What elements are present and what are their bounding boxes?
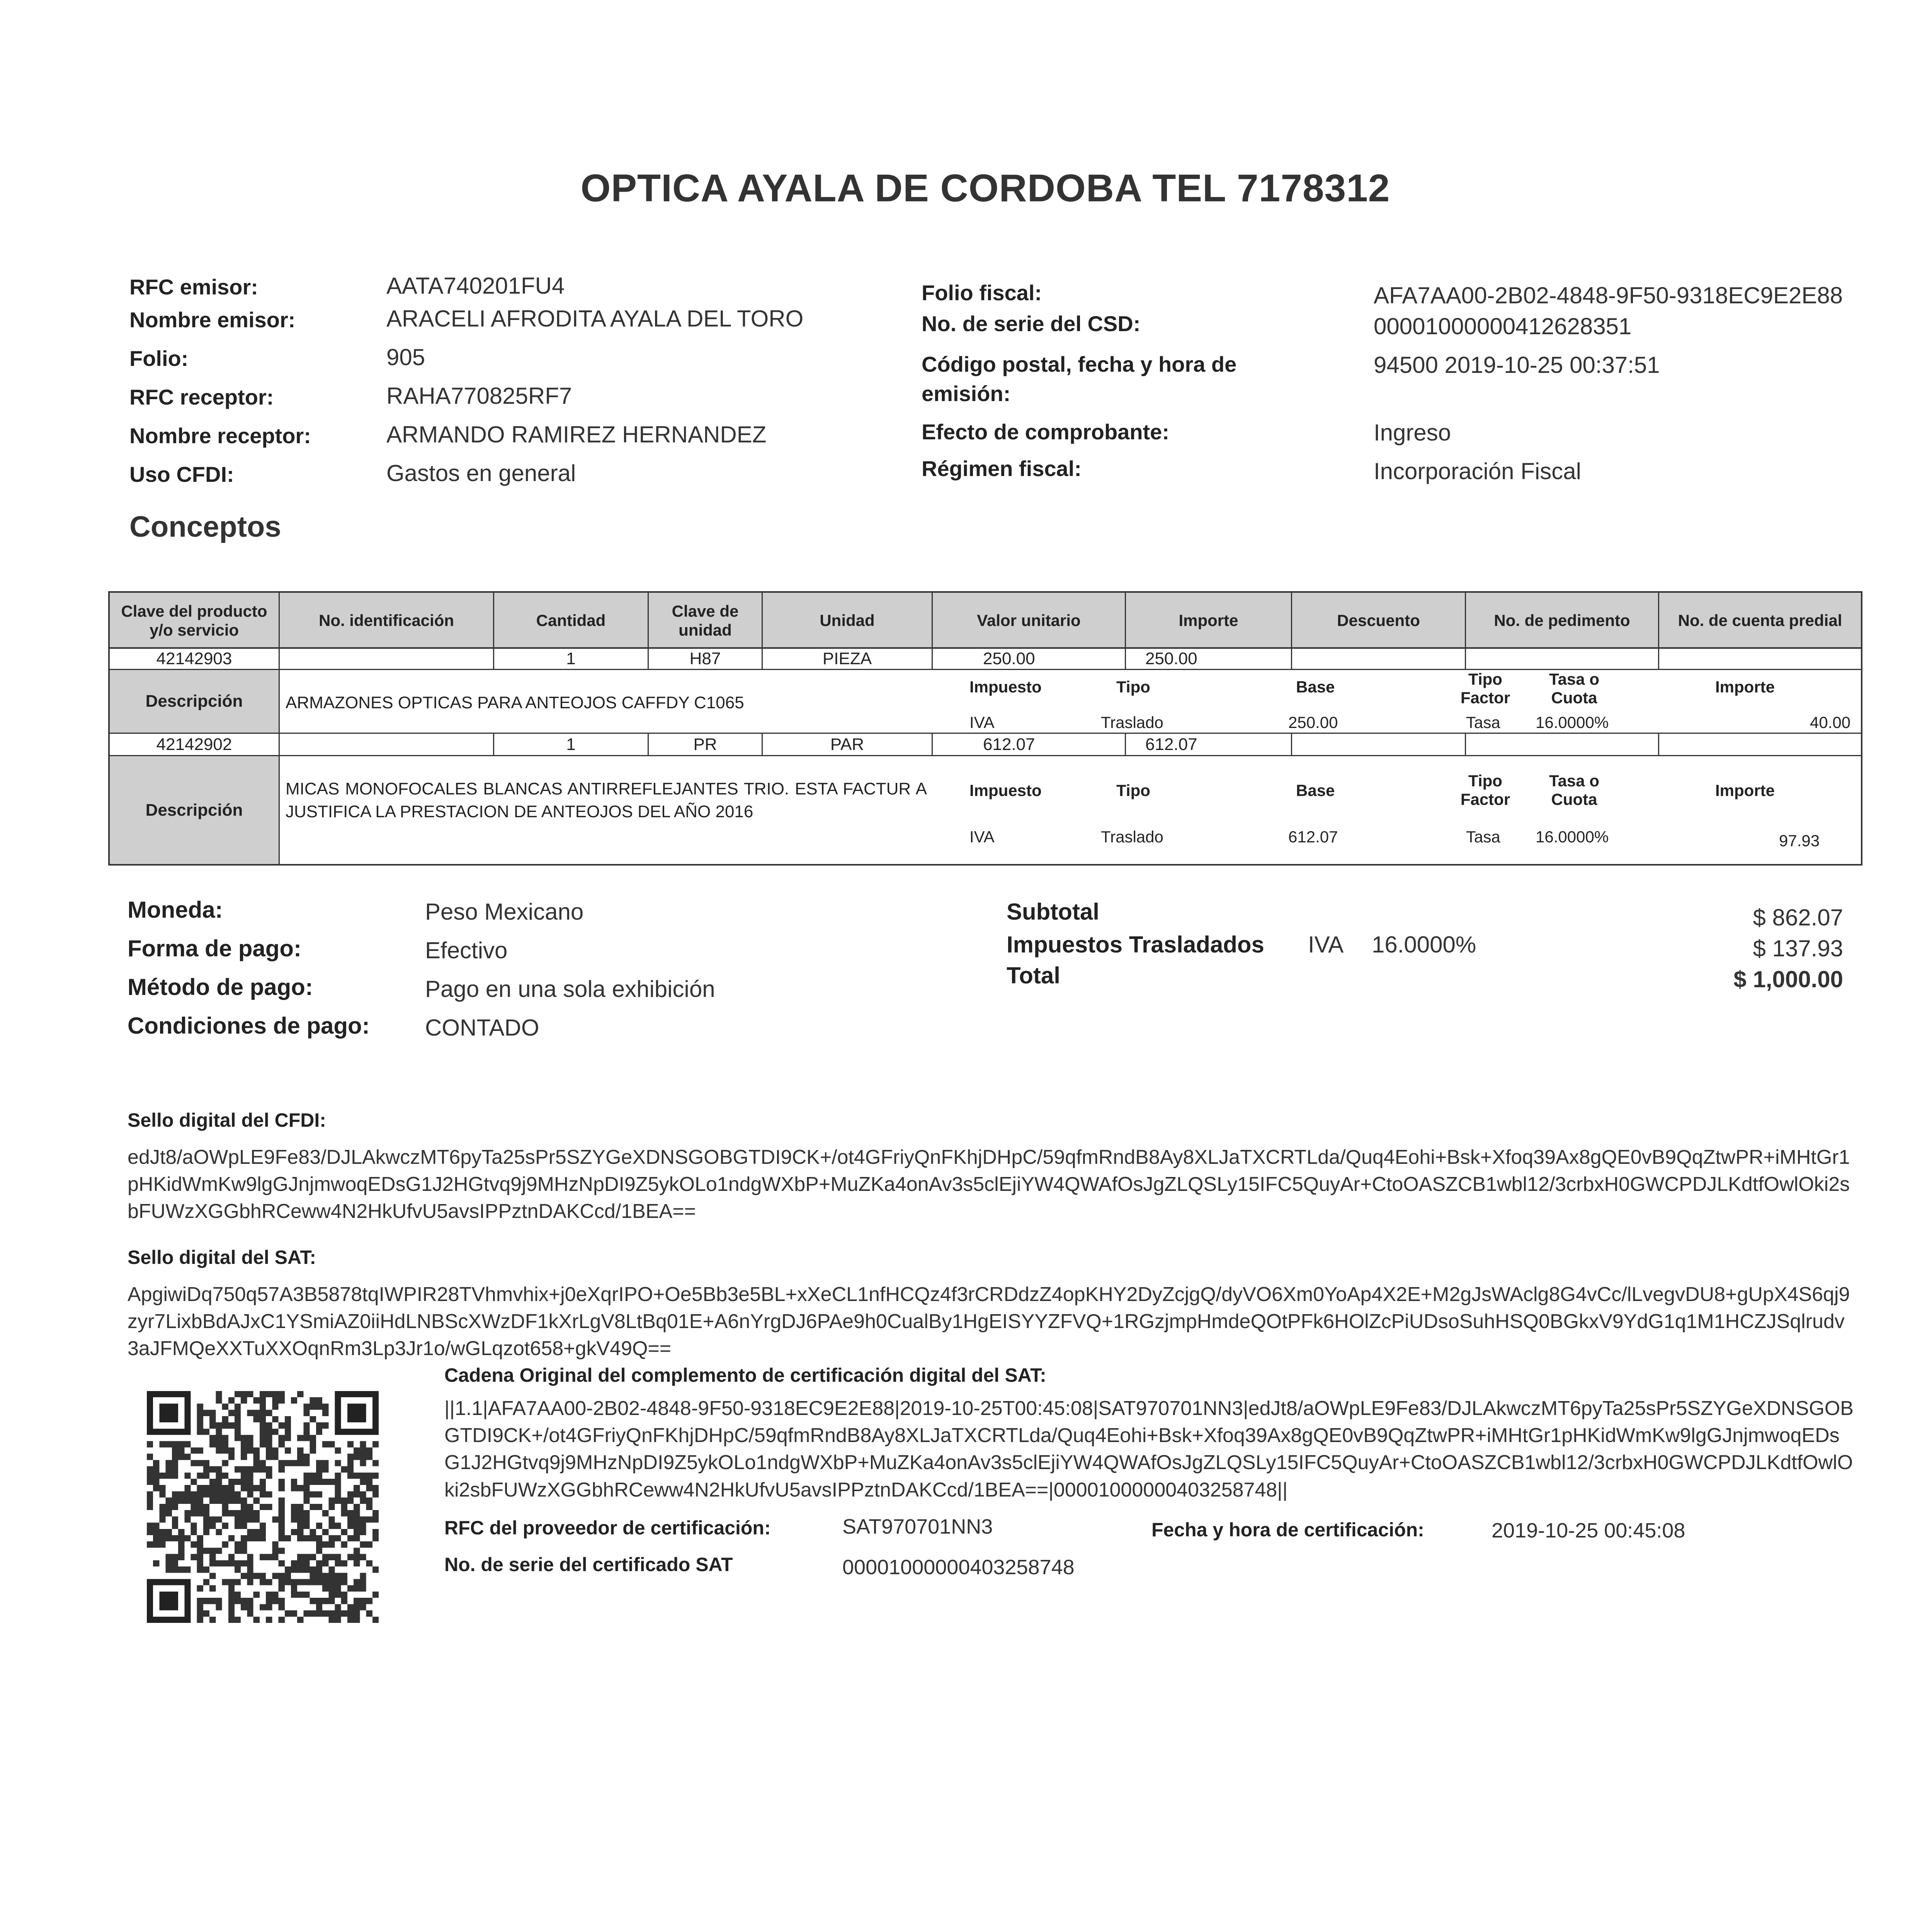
regimen-label: Régimen fiscal: [922, 456, 1082, 481]
item-no-identificacion [280, 734, 494, 755]
nombre-emisor: ARACELI AFRODITA AYALA DEL TORO [386, 306, 804, 332]
description-row [110, 670, 1861, 734]
item-no-pedimento [1466, 734, 1659, 755]
metodo-pago: Pago en una sola exhibición [425, 976, 715, 1002]
fecha-certificacion-label: Fecha y hora de certificación: [1151, 1519, 1424, 1541]
rfc-proveedor-label: RFC del proveedor de certificación: [444, 1517, 771, 1539]
efecto: Ingreso [1374, 420, 1451, 446]
sello-sat-label: Sello digital del SAT: [128, 1247, 316, 1268]
conceptos-title: Conceptos [129, 510, 281, 543]
tax-tasa-cuota: 16.0000% [1536, 828, 1609, 846]
rfc-emisor-label: RFC emisor: [129, 275, 258, 299]
item-no-pedimento [1466, 649, 1659, 669]
tax-tipo-factor: Tasa [1466, 828, 1500, 846]
header-no-pedimento: No. de pedimento [1466, 593, 1659, 649]
tax-header-base: Base [1296, 678, 1335, 696]
item-no-identificacion [280, 649, 494, 669]
metodo-pago-label: Método de pago: [128, 974, 313, 1000]
tax-header-impuesto: Impuesto [969, 781, 1042, 799]
tax-impuesto: IVA [969, 713, 995, 731]
folio-fiscal: AFA7AA00-2B02-4848-9F50-9318EC9E2E88 [1374, 282, 1843, 308]
table-row [110, 649, 1861, 670]
document-title: OPTICA AYALA DE CORDOBA TEL 7178312 [580, 167, 1390, 210]
tax-tipo-factor: Tasa [1466, 713, 1500, 731]
serie-csd-label: No. de serie del CSD: [922, 311, 1141, 336]
table-row [110, 734, 1861, 756]
rfc-emisor: AATA740201FU4 [386, 273, 565, 299]
header-importe: Importe [1126, 593, 1292, 649]
item-no-cuenta-predial [1659, 649, 1861, 669]
forma-pago: Efectivo [425, 937, 508, 963]
item-cantidad: 1 [494, 649, 649, 669]
descripcion-label: Descripción [110, 756, 280, 864]
tax-header-importe: Importe [1715, 678, 1775, 696]
tax-importe: 97.93 [1779, 832, 1820, 850]
cp-fecha-label: Código postal, fecha y hora de emisión: [922, 352, 1237, 406]
tax-tasa-cuota: 16.0000% [1536, 713, 1609, 731]
item-descripcion: ARMAZONES OPTICAS PARA ANTEOJOS CAFFDY C1065 [286, 693, 744, 712]
header-no-cuenta-predial: No. de cuenta predial [1678, 611, 1842, 630]
total-label: Total [1007, 963, 1060, 988]
uso-cfdi-label: Uso CFDI: [129, 462, 234, 486]
tax-header-tipo-factor: Tipo Factor [1460, 670, 1510, 707]
table-header [110, 593, 1861, 649]
description-row [110, 756, 1861, 864]
tax-base: 250.00 [1288, 713, 1338, 731]
item-clave: 42142902 [110, 734, 280, 755]
nombre-receptor-label: Nombre receptor: [129, 423, 311, 448]
item-unidad: PIEZA [763, 649, 933, 669]
condiciones-pago-label: Condiciones de pago: [128, 1013, 370, 1039]
tax-header-importe: Importe [1715, 781, 1775, 799]
impuestos-label: Impuestos Trasladados [1007, 932, 1264, 957]
tax-header-tipo: Tipo [1116, 781, 1150, 799]
sello-cfdi: edJt8/aOWpLE9Fe83/DJLAkwczMT6pyTa25sPr5SZYGeXDNSGOBGTDI9CK+/ot4GFriyQnFKhjDHpC/59qfmRndB8Ay8XLJaTXCRTLda/Quq4Eohi+Bsk+Xfoq39Ax8gQE0vB9QqZtwPR+iMHtGr1pHKidWmKw9lgGJnjmwoqEDsG1J2HGtvq9j9MHzNpDI9Z5ykOLo1ndgWXbP+MuZKa4onAv3s5clEjiYW4QWAfOsJgZLQSLy15IFC5QuyAr+CtoOASZCB1wbl12/3crbxH0GWCPDJLKdtfOwlOki2sbFUWzXGGbhRCeww4N2HkUfvU5avsIPPztnDAKCcd/1BEA== [128, 1146, 1850, 1223]
rfc-receptor-label: RFC receptor: [129, 385, 274, 409]
header-no-identificacion: No. identificación [280, 593, 494, 649]
item-descuento [1292, 649, 1466, 669]
tax-importe: 40.00 [1810, 713, 1851, 731]
header-clave-producto: Clave del producto y/o servicio [110, 593, 280, 649]
item-valor-unitario: 612.07 [933, 734, 1126, 755]
serie-csd: 00001000000412628351 [1374, 313, 1632, 339]
folio-label: Folio: [129, 346, 189, 371]
item-importe: 250.00 [1126, 649, 1292, 669]
conceptos-table [108, 591, 1862, 866]
fecha-certificacion: 2019-10-25 00:45:08 [1492, 1519, 1685, 1542]
impuestos: $ 137.93 [1753, 935, 1843, 961]
subtotal: $ 862.07 [1753, 905, 1843, 930]
header-cantidad: Cantidad [494, 593, 649, 649]
item-clave-unidad: PR [649, 734, 763, 755]
total: $ 1,000.00 [1733, 966, 1843, 992]
tax-base: 612.07 [1288, 828, 1338, 846]
impuestos-tasa: 16.0000% [1372, 932, 1476, 957]
item-clave: 42142903 [110, 649, 280, 669]
tax-header-base: Base [1296, 781, 1335, 799]
rfc-proveedor: SAT970701NN3 [842, 1515, 993, 1538]
sello-cfdi-label: Sello digital del CFDI: [128, 1109, 326, 1131]
serie-certificado-sat-label: No. de serie del certificado SAT [444, 1554, 733, 1575]
sello-sat: ApgiwiDq750q57A3B5878tqIWPIR28TVhmvhix+j0eXqrIPO+Oe5Bb3e5BL+xXeCL1nfHCQz4f3rCRDdzZ4opKHY2DyZcjgQ/dyVO6Xm0YoAp4X2E+M2gJsWAclg8G4vCc/lLvegvDU8+gUpX4S6qj9zyr7LixbBdAJxC1YSmiAZ0iiHdLNBScXWzDF1kXrLgV8LtBq01E+A6nYrgDJ6PAe9h0CualBy1HgEISYYZFVQ+1RGzjmpHmdeQOtPFk6HOlZcPiUDsoSuhHSQ0BGkxV9YdG1q1M1HCZJSqlrudv3aJFMQeXXTuXXOqnRm3Lp3Jr1o/wGLqzot658+gkV49Q== [128, 1283, 1850, 1360]
folio: 905 [386, 344, 425, 370]
header-clave-unidad: Clave de unidad [649, 593, 763, 649]
regimen: Incorporación Fiscal [1374, 458, 1581, 484]
tax-header-tasa-cuota: Tasa o Cuota [1549, 772, 1599, 809]
header-valor-unitario: Valor unitario [933, 593, 1126, 649]
item-descuento [1292, 734, 1466, 755]
header-unidad: Unidad [763, 593, 933, 649]
item-no-cuenta-predial [1659, 734, 1861, 755]
impuestos-tipo: IVA [1308, 932, 1344, 957]
tax-header-tipo: Tipo [1116, 678, 1150, 696]
tax-header-tasa-cuota: Tasa o Cuota [1549, 670, 1599, 707]
cadena-label: Cadena Original del complemento de certificación digital del SAT: [444, 1364, 1046, 1386]
rfc-receptor: RAHA770825RF7 [386, 383, 572, 409]
header-descuento: Descuento [1292, 593, 1466, 649]
cadena-original: ||1.1|AFA7AA00-2B02-4848-9F50-9318EC9E2E88|2019-10-25T00:45:08|SAT970701NN3|edJt8/aOWpLE9Fe83/DJLAkwczMT6pyTa25sPr5SZYGeXDNSGOBGTDI9CK+/ot4GFriyQnFKhjDHpC/59qfmRndB8Ay8XLJaTXCRTLda/Quq4Eohi+Bsk+Xfoq39Ax8gQE0vB9QqZtwPR+iMHtGr1pHKidWmKw9lgGJnjmwoqEDsG1J2HGtvq9j9MHzNpDI9Z5ykOLo1ndgWXbP+MuZKa4onAv3s5clEjiYW4QWAfOsJgZLQSLy15IFC5QuyAr+CtoOASZCB1wbl12/3crbxH0GWCPDJLKdtfOwlOki2sbFUWzXGGbhRCeww4N2HkUfvU5avsIPPztnDAKCcd/1BEA==|00001000000403258748|| [444, 1397, 1854, 1501]
tax-impuesto: IVA [969, 828, 995, 846]
item-unidad: PAR [763, 734, 933, 755]
item-importe: 612.07 [1126, 734, 1292, 755]
qr-code-icon [147, 1391, 379, 1623]
tax-tipo: Traslado [1101, 713, 1163, 731]
tax-header-impuesto: Impuesto [969, 678, 1042, 696]
uso-cfdi: Gastos en general [386, 460, 576, 486]
forma-pago-label: Forma de pago: [128, 935, 302, 961]
nombre-receptor: ARMANDO RAMIREZ HERNANDEZ [386, 422, 767, 447]
descripcion-label: Descripción [110, 670, 280, 733]
item-cantidad: 1 [494, 734, 649, 755]
moneda: Peso Mexicano [425, 899, 584, 925]
nombre-emisor-label: Nombre emisor: [129, 308, 296, 332]
folio-fiscal-label: Folio fiscal: [922, 281, 1042, 305]
efecto-label: Efecto de comprobante: [922, 420, 1169, 444]
tax-tipo: Traslado [1101, 828, 1163, 846]
item-valor-unitario: 250.00 [933, 649, 1126, 669]
cp-fecha: 94500 2019-10-25 00:37:51 [1374, 352, 1660, 378]
moneda-label: Moneda: [128, 897, 223, 923]
item-descripcion: MICAS MONOFOCALES BLANCAS ANTIRREFLEJANTES TRIO. ESTA FACTUR A JUSTIFICA LA PRESTACION DE ANTEOJOS DEL AÑO 2016 [286, 779, 927, 821]
item-clave-unidad: H87 [649, 649, 763, 669]
tax-header-tipo-factor: Tipo Factor [1460, 772, 1510, 809]
serie-certificado-sat: 00001000000403258748 [842, 1556, 1075, 1579]
subtotal-label: Subtotal [1007, 899, 1099, 925]
condiciones-pago: CONTADO [425, 1015, 539, 1041]
